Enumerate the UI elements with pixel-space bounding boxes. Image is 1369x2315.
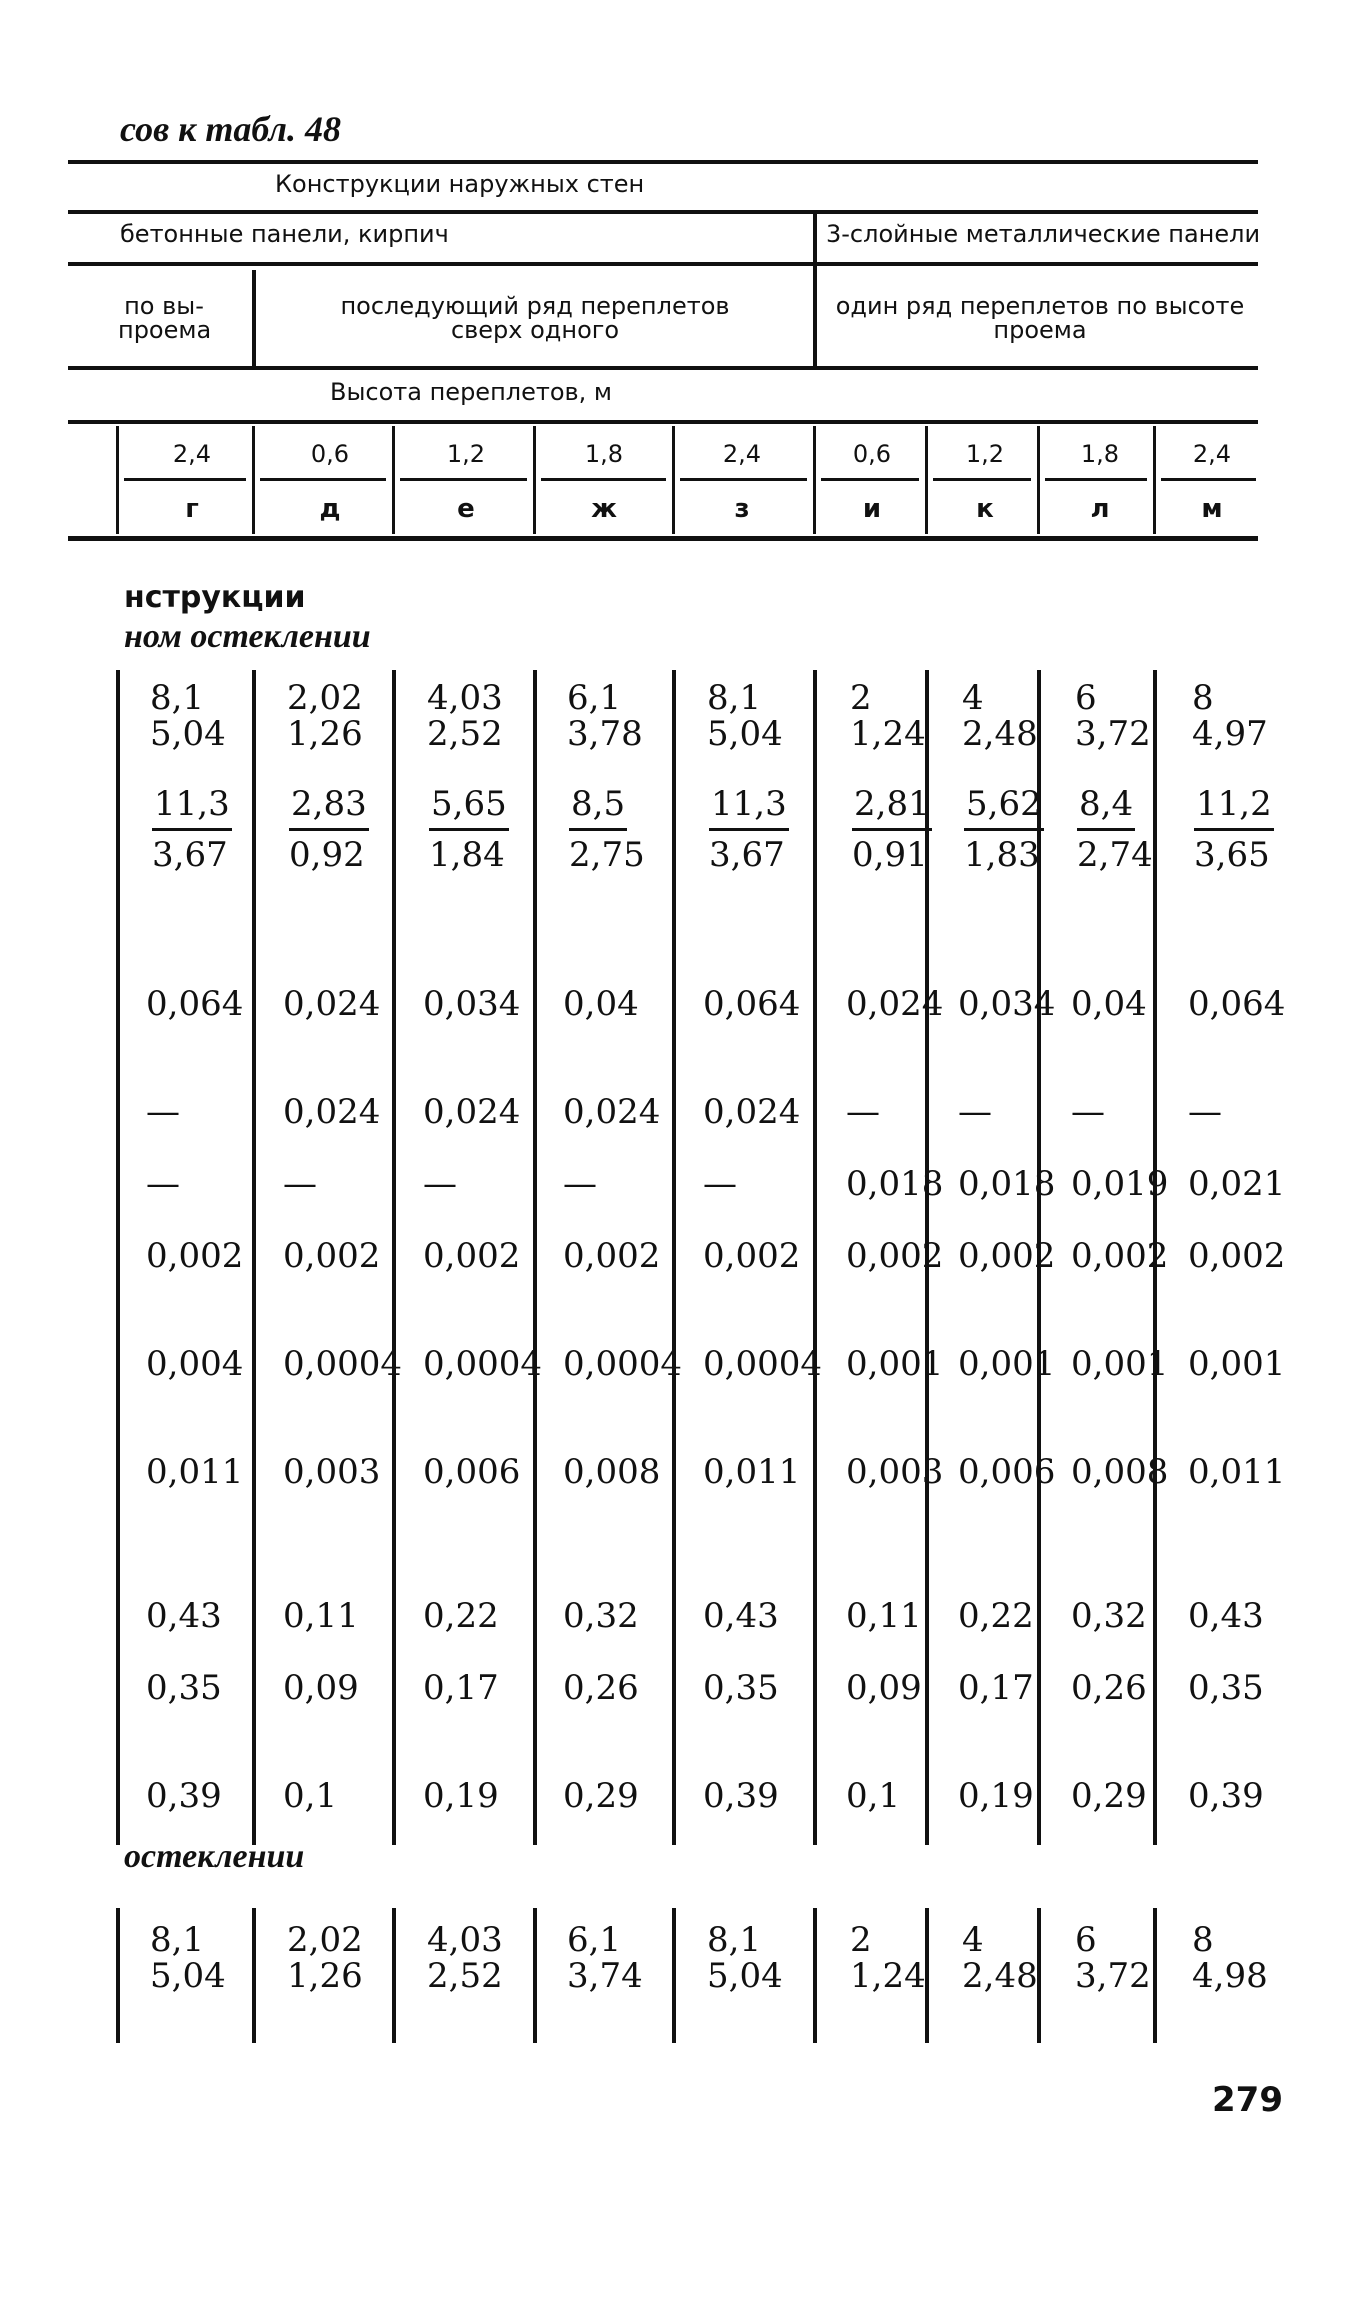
fraction-cell [152,784,232,875]
table-cell: — [846,1092,880,1132]
value-pair: 4,03 2,52 [427,678,503,754]
table-cell: 0,002 [703,1236,801,1276]
table-cell: 0,006 [423,1452,521,1492]
table-cell: — [958,1092,992,1132]
table-cell: 0,018 [958,1164,1056,1204]
section2-col-divider [672,1908,676,2043]
height-value: 2,4 [722,440,762,468]
fraction-numerator: 11,2 [1194,784,1274,831]
rule-4 [68,366,1258,370]
table-cell: 0,0004 [703,1344,822,1384]
fraction-cell [289,784,369,875]
table-cell: 0,19 [423,1776,499,1816]
table-cell: 0,0004 [283,1344,402,1384]
fraction-numerator: 8,4 [1077,784,1135,831]
header-col-divider [925,426,928,534]
header-col-divider [813,426,816,534]
fraction-numerator: 5,65 [429,784,509,831]
table-cell: 0,011 [1188,1452,1286,1492]
value-pair: 6,1 3,78 [567,678,643,754]
table-cell: 0,26 [563,1668,639,1708]
section2-col-divider [116,1908,120,2043]
table-cell: — [146,1092,180,1132]
height-value: 1,8 [1080,440,1120,468]
table-cell: 0,002 [146,1236,244,1276]
header-col-divider [1037,426,1040,534]
table-cell: 0,32 [1071,1596,1147,1636]
table-cell: 0,29 [563,1776,639,1816]
height-value: 2,4 [172,440,212,468]
page-number: 279 [1212,2080,1283,2120]
table-cell: 0,064 [703,984,801,1024]
group-concrete: бетонные панели, кирпич [120,220,449,248]
table-cell: 0,1 [846,1776,901,1816]
table-cell: — [1071,1092,1105,1132]
table-cell: 0,39 [146,1776,222,1816]
table-cell: 0,35 [703,1668,779,1708]
section2-col-divider [813,1908,817,2043]
table-cell: 0,018 [846,1164,944,1204]
fraction-cell [1077,784,1153,875]
value-pair: 4 2,48 [962,678,1038,754]
fraction-cell [1194,784,1274,875]
fraction-numerator: 2,83 [289,784,369,831]
fraction-numerator: 8,5 [569,784,627,831]
section1-title: нструкции [124,580,306,615]
rule-3b [826,262,1258,266]
value-pair: 2,02 1,26 [287,678,363,754]
header-mid-rule [400,478,527,481]
fraction-denominator: 3,65 [1194,835,1270,875]
sub-first: по вы- проема [118,292,212,344]
height-label: Высота переплетов, м [330,378,613,406]
table-cell: 0,001 [1071,1344,1169,1384]
height-value: 1,2 [446,440,486,468]
header-mid-rule [124,478,246,481]
value-pair: 2,02 1,26 [287,1920,363,1996]
column-letter: г [185,494,199,524]
table-cell: 0,001 [1188,1344,1286,1384]
table-cell: 0,006 [958,1452,1056,1492]
table-cell: 0,35 [146,1668,222,1708]
table-cell: 0,003 [846,1452,944,1492]
table-cell: 0,003 [283,1452,381,1492]
fraction-denominator: 2,74 [1077,835,1153,875]
table-cell: 0,064 [146,984,244,1024]
value-pair: 2 1,24 [850,1920,926,1996]
fraction-cell [429,784,509,875]
fraction-cell [709,784,789,875]
table-cell: 0,04 [1071,984,1147,1024]
value-pair: 6,1 3,74 [567,1920,643,1996]
table-cell: 0,024 [703,1092,801,1132]
table-cell: 0,024 [423,1092,521,1132]
table-cell: 0,39 [703,1776,779,1816]
value-pair: 8 4,97 [1192,678,1268,754]
fraction-denominator: 0,91 [852,835,928,875]
height-value: 2,4 [1192,440,1232,468]
table-cell: 0,09 [846,1668,922,1708]
table-cell: 0,29 [1071,1776,1147,1816]
table-cell: 0,22 [958,1596,1034,1636]
header-col-divider [672,426,675,534]
table-cell: 0,17 [958,1668,1034,1708]
table-cell: 0,1 [283,1776,338,1816]
section1-col-divider [392,670,396,1845]
table-cell: 0,11 [846,1596,922,1636]
section2-col-divider [1153,1908,1157,2043]
table-cell: 0,019 [1071,1164,1169,1204]
header-col-divider [392,426,395,534]
table-cell: 0,011 [146,1452,244,1492]
table-cell: 0,024 [563,1092,661,1132]
header-col-divider [252,426,255,534]
table-cell: 0,008 [563,1452,661,1492]
height-value: 0,6 [852,440,892,468]
table-cell: 0,19 [958,1776,1034,1816]
section1-subtitle: ном остеклении [124,618,371,655]
column-letter: е [457,494,475,524]
value-pair: 8,1 5,04 [707,678,783,754]
table-cell: 0,35 [1188,1668,1264,1708]
section1-col-divider [533,670,537,1845]
fraction-denominator: 3,67 [709,835,785,875]
table-cell: 0,09 [283,1668,359,1708]
rule-top [68,160,1258,164]
table-cell: — [703,1164,737,1204]
column-letter: к [976,494,994,524]
section2-col-divider [392,1908,396,2043]
table-cell: 0,002 [1188,1236,1286,1276]
table-cell: 0,064 [1188,984,1286,1024]
table-cell: 0,04 [563,984,639,1024]
fraction-numerator: 11,3 [709,784,789,831]
table-cell: — [283,1164,317,1204]
table-cell: 0,011 [703,1452,801,1492]
table-cell: 0,024 [283,1092,381,1132]
section1-col-divider [672,670,676,1845]
table-cell: 0,43 [1188,1596,1264,1636]
fraction-cell [964,784,1044,875]
fraction-denominator: 1,84 [429,835,505,875]
section2-col-divider [533,1908,537,2043]
table-cell: 0,11 [283,1596,359,1636]
value-pair: 8,1 5,04 [707,1920,783,1996]
value-pair: 4,03 2,52 [427,1920,503,1996]
table-cell: — [1188,1092,1222,1132]
section1-col-divider [813,670,817,1845]
table-cell: 0,021 [1188,1164,1286,1204]
section1-col-divider [252,670,256,1845]
table-cell: 0,0004 [563,1344,682,1384]
fraction-numerator: 2,81 [852,784,932,831]
header-col-divider [533,426,536,534]
fraction-numerator: 5,62 [964,784,1044,831]
header-mid-rule [260,478,386,481]
header-col-divider [1153,426,1156,534]
header-mid-rule [1161,478,1256,481]
value-pair: 6 3,72 [1075,1920,1151,1996]
table-cell: 0,26 [1071,1668,1147,1708]
fraction-cell [569,784,645,875]
table-cell: 0,024 [283,984,381,1024]
table-cell: 0,004 [146,1344,244,1384]
header-col-divider [116,426,119,534]
table-cell: 0,22 [423,1596,499,1636]
height-value: 0,6 [310,440,350,468]
header-mid-rule [541,478,666,481]
column-letter: д [319,494,341,524]
section2-subtitle: остеклении [124,1838,305,1875]
column-letter: л [1090,494,1110,524]
table-cell: 0,43 [703,1596,779,1636]
value-pair: 2 1,24 [850,678,926,754]
fraction-numerator: 11,3 [152,784,232,831]
rule-5 [68,420,1258,424]
fraction-denominator: 2,75 [569,835,645,875]
table-cell: 0,39 [1188,1776,1264,1816]
fraction-denominator: 0,92 [289,835,365,875]
fraction-denominator: 3,67 [152,835,228,875]
column-letter: и [862,494,882,524]
section2-col-divider [252,1908,256,2043]
table-cell: 0,43 [146,1596,222,1636]
rule-2 [68,210,1258,214]
table-cell: 0,17 [423,1668,499,1708]
height-value: 1,8 [584,440,624,468]
table-cell: 0,001 [846,1344,944,1384]
table-cell: 0,034 [958,984,1056,1024]
construction-title: Конструкции наружных стен [275,170,645,198]
fraction-denominator: 1,83 [964,835,1040,875]
table-cell: 0,002 [563,1236,661,1276]
section1-col-divider [116,670,120,1845]
header-mid-rule [821,478,919,481]
sub-next: последующий ряд переплетов сверх одного [340,292,730,344]
header-divider-main [813,212,817,367]
column-letter: ж [591,494,617,524]
header-mid-rule [680,478,807,481]
header-mid-rule [1045,478,1147,481]
header-mid-rule [933,478,1031,481]
table-cell: 0,008 [1071,1452,1169,1492]
table-cell: 0,002 [958,1236,1056,1276]
header-divider-sub [252,270,256,366]
value-pair: 4 2,48 [962,1920,1038,1996]
table-cell: — [563,1164,597,1204]
sub-metal: один ряд переплетов по высоте проема [835,292,1245,344]
fraction-cell [852,784,932,875]
height-value: 1,2 [965,440,1005,468]
table-cell: 0,002 [283,1236,381,1276]
table-cell: 0,001 [958,1344,1056,1384]
value-pair: 8,1 5,04 [150,1920,226,1996]
continuation-title: сов к табл. 48 [120,109,341,149]
rule-header-bottom [68,536,1258,541]
value-pair: 8 4,98 [1192,1920,1268,1996]
table-cell: — [146,1164,180,1204]
table-cell: 0,32 [563,1596,639,1636]
column-letter: з [734,494,750,524]
table-cell: 0,0004 [423,1344,542,1384]
value-pair: 8,1 5,04 [150,678,226,754]
table-cell: 0,002 [846,1236,944,1276]
column-letter: м [1201,494,1223,524]
table-cell: — [423,1164,457,1204]
table-cell: 0,034 [423,984,521,1024]
table-cell: 0,002 [423,1236,521,1276]
group-metal: 3-слойные металлические панели [826,220,1261,248]
table-cell: 0,002 [1071,1236,1169,1276]
value-pair: 6 3,72 [1075,678,1151,754]
table-cell: 0,024 [846,984,944,1024]
